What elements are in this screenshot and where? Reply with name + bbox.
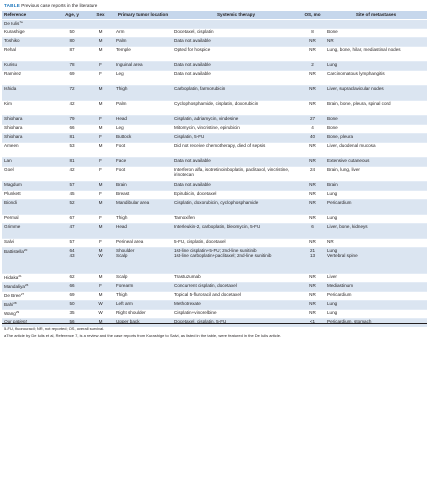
table-cell-therapy: Cisplatin, 5-FU: [172, 133, 300, 142]
table-cell-location: Thigh: [114, 214, 172, 223]
reference-name: Wang: [4, 311, 16, 317]
table-cell-reference: [2, 85, 57, 100]
table-row: [2, 238, 427, 247]
table-cell-metastases: Mediastinum: [325, 282, 427, 291]
table-cell-reference: [2, 61, 57, 70]
table-cell-therapy: Concurrent cisplatin, docetaxel: [172, 282, 300, 291]
table-cell-age: 66: [57, 124, 87, 133]
reference-name: Rehal: [4, 46, 17, 52]
table-cell-os: NR: [300, 37, 325, 46]
table-row: [2, 115, 427, 124]
table-cell-therapy: 1st-line cisplatin+5-FU; 2nd-line sunitinib 1st-line carboplatin+paclitaxel; 2nd-line sunitinib: [172, 247, 300, 273]
table-cell-location: Thigh: [114, 291, 172, 300]
table-cell-os: NR: [300, 70, 325, 85]
table-cell-therapy: Carboplatin, farmorubicin: [172, 85, 300, 100]
column-header: Primary tumor location: [114, 11, 172, 19]
table-cell-location: Thigh: [114, 85, 172, 100]
table-row: [2, 214, 427, 223]
table-cell-age: 81: [57, 157, 87, 166]
table-cell-sex: F: [87, 238, 114, 247]
table-cell-reference: [2, 46, 57, 61]
table-cell-reference: [2, 181, 57, 190]
footnote-review-note: aThe article by De Iulis et al, Reference 7, is a review and the case reports from Kurashige to Salvi, as listed in the table, were featured in the De Iulis article.: [4, 333, 282, 338]
table-row: [2, 291, 427, 300]
table-bottom-rule: [2, 323, 427, 324]
table-cell-reference: [2, 157, 57, 166]
reference-name: Ameen: [4, 142, 19, 148]
table-row: [2, 100, 427, 115]
table-cell-reference: [2, 309, 57, 318]
table-body: [2, 19, 427, 327]
table-cell-age: 72: [57, 85, 87, 100]
reference-superscript: 7a: [19, 19, 23, 24]
table-cell-reference: [2, 100, 57, 115]
table-cell-os: 40: [300, 133, 325, 142]
table-cell-metastases: Bone: [325, 124, 427, 133]
table-cell-age: 47: [57, 223, 87, 238]
table-cell-therapy: Cyclophosphamide, cisplatin, doxorubicin: [172, 100, 300, 115]
table-cell-metastases: Bone: [325, 115, 427, 124]
table-cell-os: [300, 19, 325, 28]
table-caption-text: Previous case reports in the literature: [21, 3, 98, 8]
table-cell-age: [57, 19, 87, 28]
reference-name: Shiohara: [4, 133, 23, 139]
table-row: [2, 181, 427, 190]
case-reports-table: [2, 11, 427, 327]
table-cell-reference: [2, 223, 57, 238]
table-row: [2, 61, 427, 70]
table-cell-therapy: Opted for hospice: [172, 46, 300, 61]
table-cell-os: 6: [300, 223, 325, 238]
table-cell-sex: W: [87, 309, 114, 318]
table-cell-location: Breast: [114, 190, 172, 199]
table-cell-therapy: Data not available: [172, 157, 300, 166]
table-cell-therapy: Data not available: [172, 70, 300, 85]
table-cell-metastases: Lung: [325, 190, 427, 199]
table-cell-os: NR: [300, 309, 325, 318]
table-cell-location: Temple: [114, 46, 172, 61]
reference-name: Plunkett: [4, 190, 21, 196]
table-cell-therapy: Mitomycin, vincristine, epirubicin: [172, 124, 300, 133]
table-cell-age: 42: [57, 100, 87, 115]
table-cell-sex: M W: [87, 247, 114, 273]
table-cell-sex: F: [87, 133, 114, 142]
table-cell-sex: F: [87, 190, 114, 199]
table-cell-metastases: Liver, duodenal mucosa: [325, 142, 427, 157]
table-cell-reference: [2, 300, 57, 309]
table-cell-sex: F: [87, 157, 114, 166]
table-row: [2, 46, 427, 61]
table-cell-therapy: 5-FU, cisplatin, docetaxel: [172, 238, 300, 247]
table-cell-age: 78: [57, 61, 87, 70]
table-cell-metastases: Brain, bone, pleura, spinal cord: [325, 100, 427, 115]
table-caption-label: TABLE: [4, 3, 20, 8]
table-cell-reference: [2, 273, 57, 282]
table-cell-os: 27: [300, 115, 325, 124]
table-cell-location: Upper back: [114, 318, 172, 327]
table-cell-location: Face: [114, 157, 172, 166]
table-cell-age: 80: [57, 37, 87, 46]
table-cell-os: NR: [300, 142, 325, 157]
table-cell-sex: M: [87, 37, 114, 46]
table-cell-location: Leg: [114, 124, 172, 133]
table-cell-metastases: Brain, lung, liver: [325, 166, 427, 181]
table-cell-therapy: Did not receive chemotherapy, died of sepsis: [172, 142, 300, 157]
table-cell-metastases: Bone, pleura: [325, 133, 427, 142]
table-cell-sex: M: [87, 46, 114, 61]
table-cell-reference: [2, 142, 57, 157]
table-cell-age: 50: [57, 28, 87, 37]
table-cell-sex: M: [87, 142, 114, 157]
reference-name: Kurisu: [4, 61, 18, 67]
table-cell-age: 45: [57, 190, 87, 199]
table-cell-sex: M: [87, 181, 114, 190]
table-cell-location: Mandibular area: [114, 199, 172, 214]
table-cell-location: Arm: [114, 28, 172, 37]
table-cell-age: 66: [57, 282, 87, 291]
table-cell-sex: M: [87, 124, 114, 133]
table-cell-location: Palm: [114, 100, 172, 115]
column-header: OS, mo: [300, 11, 325, 19]
table-cell-reference: [2, 247, 57, 273]
table-header-row: [2, 11, 427, 19]
table-cell-therapy: Cisplatin+vinorelbine: [172, 309, 300, 318]
table-cell-therapy: Interleukin-2, carboplatin, bleomycin, 5-FU: [172, 223, 300, 238]
table-cell-metastases: Pericardium: [325, 291, 427, 300]
table-row: [2, 273, 427, 282]
table-cell-sex: F: [87, 115, 114, 124]
table-cell-therapy: Docetaxel, cisplatin, 5-FU: [172, 318, 300, 327]
table-cell-age: 67: [57, 214, 87, 223]
reference-name: Kurashige: [4, 28, 25, 34]
table-cell-os: NR: [300, 190, 325, 199]
table-cell-therapy: Data not available: [172, 61, 300, 70]
table-row: [2, 282, 427, 291]
table-cell-therapy: Epirubicin, docetaxel: [172, 190, 300, 199]
table-cell-os: NR: [300, 157, 325, 166]
table-cell-sex: M: [87, 199, 114, 214]
table-cell-reference: [2, 133, 57, 142]
table-row: [2, 199, 427, 214]
table-cell-sex: M: [87, 100, 114, 115]
table-cell-location: Leg: [114, 70, 172, 85]
reference-name: Goel: [4, 166, 14, 172]
table-cell-therapy: [172, 19, 300, 28]
table-cell-age: 87: [57, 46, 87, 61]
table-cell-os: 21 13: [300, 247, 325, 273]
table-cell-os: NR: [300, 100, 325, 115]
reference-name: Shiohara: [4, 115, 23, 121]
table-cell-age: 56: [57, 318, 87, 327]
reference-name: Battistella: [4, 249, 24, 255]
table-cell-metastases: Pericardium, stomach: [325, 318, 427, 327]
table-cell-age: 52: [57, 199, 87, 214]
table-cell-sex: F: [87, 61, 114, 70]
column-header: Reference: [2, 11, 57, 19]
table-cell-sex: F: [87, 70, 114, 85]
reference-name: Permal: [4, 214, 19, 220]
reference-superscript: 20: [23, 247, 28, 252]
table-row: [2, 37, 427, 46]
table-cell-sex: F: [87, 214, 114, 223]
table-cell-reference: [2, 124, 57, 133]
table-cell-age: 69: [57, 70, 87, 85]
table-cell-location: Palm: [114, 37, 172, 46]
table-cell-therapy: Cisplatin, doxorubicin, cyclophosphamide: [172, 199, 300, 214]
table-cell-metastases: Carcinomatous lymphangitis: [325, 70, 427, 85]
table-row: [2, 28, 427, 37]
table-cell-sex: M: [87, 28, 114, 37]
table-cell-metastases: Pericardium: [325, 199, 427, 214]
column-header: Age, y: [57, 11, 87, 19]
table-cell-sex: W: [87, 300, 114, 309]
table-cell-location: Foot: [114, 166, 172, 181]
table-cell-os: 4: [300, 124, 325, 133]
table-cell-os: 8: [300, 28, 325, 37]
table-cell-age: 57: [57, 181, 87, 190]
table-cell-os: NR: [300, 181, 325, 190]
table-cell-metastases: Liver, bone, kidneys: [325, 223, 427, 238]
table-row: [2, 85, 427, 100]
table-cell-reference: [2, 214, 57, 223]
reference-name: De Iulis: [4, 21, 20, 27]
table-caption: [4, 3, 97, 9]
table-cell-metastases: Liver, supraclavicular nodes: [325, 85, 427, 100]
table-cell-metastases: Lung: [325, 309, 427, 318]
reference-name: Kim: [4, 100, 12, 106]
reference-name: Magdum: [4, 181, 22, 187]
table-cell-location: Inguinal area: [114, 61, 172, 70]
table-row: [2, 190, 427, 199]
table-cell-sex: M: [87, 223, 114, 238]
table-cell-age: 35: [57, 309, 87, 318]
table-cell-location: Left arm: [114, 300, 172, 309]
table-cell-reference: [2, 115, 57, 124]
reference-name: Mandaliya: [4, 284, 25, 290]
table-cell-os: 24: [300, 166, 325, 181]
table-cell-os: 2: [300, 61, 325, 70]
table-cell-therapy: Methotrexate: [172, 300, 300, 309]
table-row: [2, 247, 427, 273]
table-cell-reference: [2, 37, 57, 46]
table-row: [2, 133, 427, 142]
table-row: [2, 166, 427, 181]
table-row: [2, 19, 427, 28]
footnote-abbreviations: 5-FU, fluorouracil; NR, not reported; OS, overall survival.: [4, 326, 105, 331]
reference-superscript: 27: [20, 291, 25, 296]
table-cell-age: 64 43: [57, 247, 87, 273]
table-cell-age: 81: [57, 133, 87, 142]
reference-name: Salvi: [4, 238, 14, 244]
table-cell-os: NR: [300, 282, 325, 291]
table-cell-age: 62: [57, 273, 87, 282]
table-cell-sex: F: [87, 282, 114, 291]
table-cell-metastases: Brain: [325, 181, 427, 190]
table-cell-metastases: NR: [325, 37, 427, 46]
reference-name: Lan: [4, 157, 12, 163]
table-cell-therapy: Docetaxel, cisplatin: [172, 28, 300, 37]
table-cell-os: NR: [300, 46, 325, 61]
reference-superscript: 29: [15, 309, 20, 314]
table-cell-location: Perineal area: [114, 238, 172, 247]
table-cell-metastases: [325, 19, 427, 28]
table-cell-therapy: Data not available: [172, 37, 300, 46]
reference-name: Bahi: [4, 302, 14, 308]
table-row: [2, 124, 427, 133]
reference-name: Hidaka: [4, 275, 19, 281]
table-cell-metastases: Lung: [325, 214, 427, 223]
table-cell-location: Brain: [114, 181, 172, 190]
reference-name: Ramirez: [4, 70, 22, 76]
table-cell-reference: [2, 282, 57, 291]
table-cell-therapy: Cisplatin, adriamycin, vindesine: [172, 115, 300, 124]
table-cell-reference: [2, 28, 57, 37]
table-cell-os: NR: [300, 238, 325, 247]
table-cell-os: NR: [300, 291, 325, 300]
table-cell-location: Foot: [114, 142, 172, 157]
table-row: [2, 70, 427, 85]
table-cell-location: Buttock: [114, 133, 172, 142]
table-row: [2, 142, 427, 157]
table-cell-sex: M: [87, 318, 114, 327]
reference-name: Grimme: [4, 223, 21, 229]
table-cell-metastases: Bone: [325, 28, 427, 37]
table-row: [2, 157, 427, 166]
table-cell-location: Shoulder Scalp: [114, 247, 172, 273]
table-cell-sex: F: [87, 166, 114, 181]
table-cell-metastases: Lung: [325, 300, 427, 309]
column-header: Sex: [87, 11, 114, 19]
table-cell-location: Head: [114, 223, 172, 238]
table-cell-age: 69: [57, 291, 87, 300]
table-row: [2, 309, 427, 318]
table-cell-location: Forearm: [114, 282, 172, 291]
table-cell-location: [114, 19, 172, 28]
reference-name: Toshiko: [4, 37, 20, 43]
table-cell-metastases: Lung Vertebral spine: [325, 247, 427, 273]
table-cell-metastases: Lung: [325, 61, 427, 70]
reference-name: De Bree: [4, 293, 21, 299]
reference-superscript: 26: [24, 282, 29, 287]
table-cell-sex: M: [87, 85, 114, 100]
table-cell-reference: [2, 291, 57, 300]
table-cell-age: 42: [57, 166, 87, 181]
table-cell-therapy: Data not available: [172, 181, 300, 190]
table-cell-os: NR: [300, 214, 325, 223]
table-cell-reference: [2, 166, 57, 181]
table-cell-sex: M: [87, 291, 114, 300]
table-cell-os: NR: [300, 85, 325, 100]
table-cell-age: 79: [57, 115, 87, 124]
table-cell-therapy: Interferon alfa, isotretinoinboplatin, paclitaxol, vincristine, irinotecan: [172, 166, 300, 181]
table-cell-metastases: Lung, bone, hilar, mediastinal nodes: [325, 46, 427, 61]
table-cell-therapy: Topical 5-fluroracil and docetaxel: [172, 291, 300, 300]
table-row: [2, 223, 427, 238]
table-cell-metastases: Extensive cutaneous: [325, 157, 427, 166]
column-header: Site of metastases: [325, 11, 427, 19]
reference-name: Our patient: [4, 318, 27, 324]
table-cell-reference: [2, 238, 57, 247]
table-cell-os: <1: [300, 318, 325, 327]
table-cell-therapy: Tamoxifen: [172, 214, 300, 223]
table-cell-age: 57: [57, 238, 87, 247]
table-cell-sex: [87, 19, 114, 28]
reference-name: Ishida: [4, 85, 17, 91]
table-cell-metastases: Liver: [325, 273, 427, 282]
table-cell-location: Right shoulder: [114, 309, 172, 318]
reference-name: Biondi: [4, 199, 17, 205]
table-cell-reference: [2, 70, 57, 85]
table-cell-metastases: NR: [325, 238, 427, 247]
reference-name: Shiohara: [4, 124, 23, 130]
table-cell-sex: M: [87, 273, 114, 282]
table-cell-os: NR: [300, 199, 325, 214]
reference-superscript: 28: [13, 300, 17, 305]
table-cell-reference: [2, 190, 57, 199]
table-cell-os: NR: [300, 300, 325, 309]
table-cell-location: Head: [114, 115, 172, 124]
table-cell-location: Scalp: [114, 273, 172, 282]
table-row: [2, 300, 427, 309]
table-cell-reference: [2, 199, 57, 214]
table-cell-reference: [2, 19, 57, 28]
table-cell-age: 50: [57, 300, 87, 309]
table-cell-os: NR: [300, 273, 325, 282]
table-cell-therapy: Trastuzumab: [172, 273, 300, 282]
reference-superscript: 21: [18, 273, 22, 278]
column-header: Systemic therapy: [172, 11, 300, 19]
table-cell-age: 53: [57, 142, 87, 157]
